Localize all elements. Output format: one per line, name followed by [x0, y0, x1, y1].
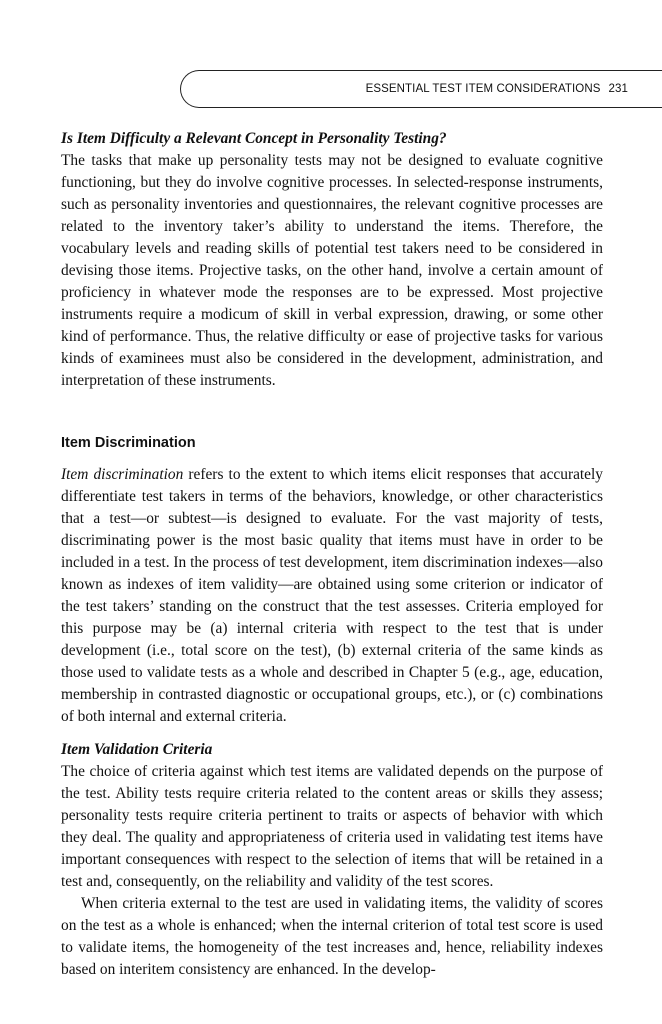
section-heading-item-discrimination: Item Discrimination [61, 435, 196, 451]
paragraph-validation-criteria-1: The choice of criteria against which test items are validated depends on the purpose of the test. Ability tests require criteria related to the content areas or skills they assess; personality tests require criteria pertinent to traits or aspects of behavior with which they deal. The quality and appropriateness of criteria used in validating test items have important consequences with respect to the selection of items that will be retained in a test and, consequently, on the reliability and validity of the test scores. [61, 763, 603, 890]
heading-spacer [61, 454, 603, 464]
section-spacer [61, 728, 603, 739]
running-title: ESSENTIAL TEST ITEM CONSIDERATIONS [365, 83, 601, 95]
paragraph-item-discrimination-text: refers to the extent to which items elicit responses that accurately differentiate test takers in terms of the behaviors, knowledge, or other characteristics that a test—or subtest—is designed to evaluate. For the vast majority of tests, discriminating power is the most basic quality that items must have in order to be included in a test. In the process of test development, item discrimination indexes—also known as indexes of item validity—are obtained using some criterion or indicator of the test takers’ standing on the construct that the test assesses. Criteria employed for this purpose may be (a) internal criteria with respect to the test that is under development (i.e., total score on the test), (b) external criteria of the same kinds as those used to validate tests as a whole and described in Chapter 5 (e.g., age, education, membership in contrasted diagnostic or occupational groups, etc.), or (c) combinations of both internal and external criteria. [61, 466, 603, 725]
paragraph-item-discrimination [61, 464, 603, 728]
page-body [61, 128, 603, 981]
paragraph-validation-criteria-2: When criteria external to the test are used in validating items, the validity of scores on the test as a whole is enhanced; when the internal criterion of total test score is used to validate items, the homogeneity of the test increases and, hence, reliability indexes based on interitem consistency are enhanced. In the develop- [61, 895, 603, 978]
section-heading-item-validation-criteria: Item Validation Criteria [61, 741, 213, 758]
page-number: 231 [608, 83, 628, 95]
paragraph-item-difficulty: The tasks that make up personality tests may not be designed to evaluate cognitive functioning, but they do involve cognitive processes. In selected-response instruments, such as personality inventories and questionnaires, the relevant cognitive processes are related to the inventory taker’s ability to understand the items. Therefore, the vocabulary levels and reading skills of potential test takers need to be considered in devising those items. Projective tasks, on the other hand, involve a certain amount of proficiency in whatever mode the responses are to be expressed. Most projective instruments require a modicum of skill in verbal expression, drawing, or some other kind of performance. Thus, the relative difficulty or ease of projective tasks for various kinds of examinees must also be considered in the development, administration, and interpretation of these instruments. [61, 152, 603, 389]
section-heading-item-difficulty: Is Item Difficulty a Relevant Concept in Personality Testing? [61, 130, 447, 147]
term-item-discrimination: Item discrimination [61, 466, 184, 483]
running-header [180, 70, 662, 108]
section-spacer [61, 392, 603, 432]
header-text [366, 83, 628, 95]
